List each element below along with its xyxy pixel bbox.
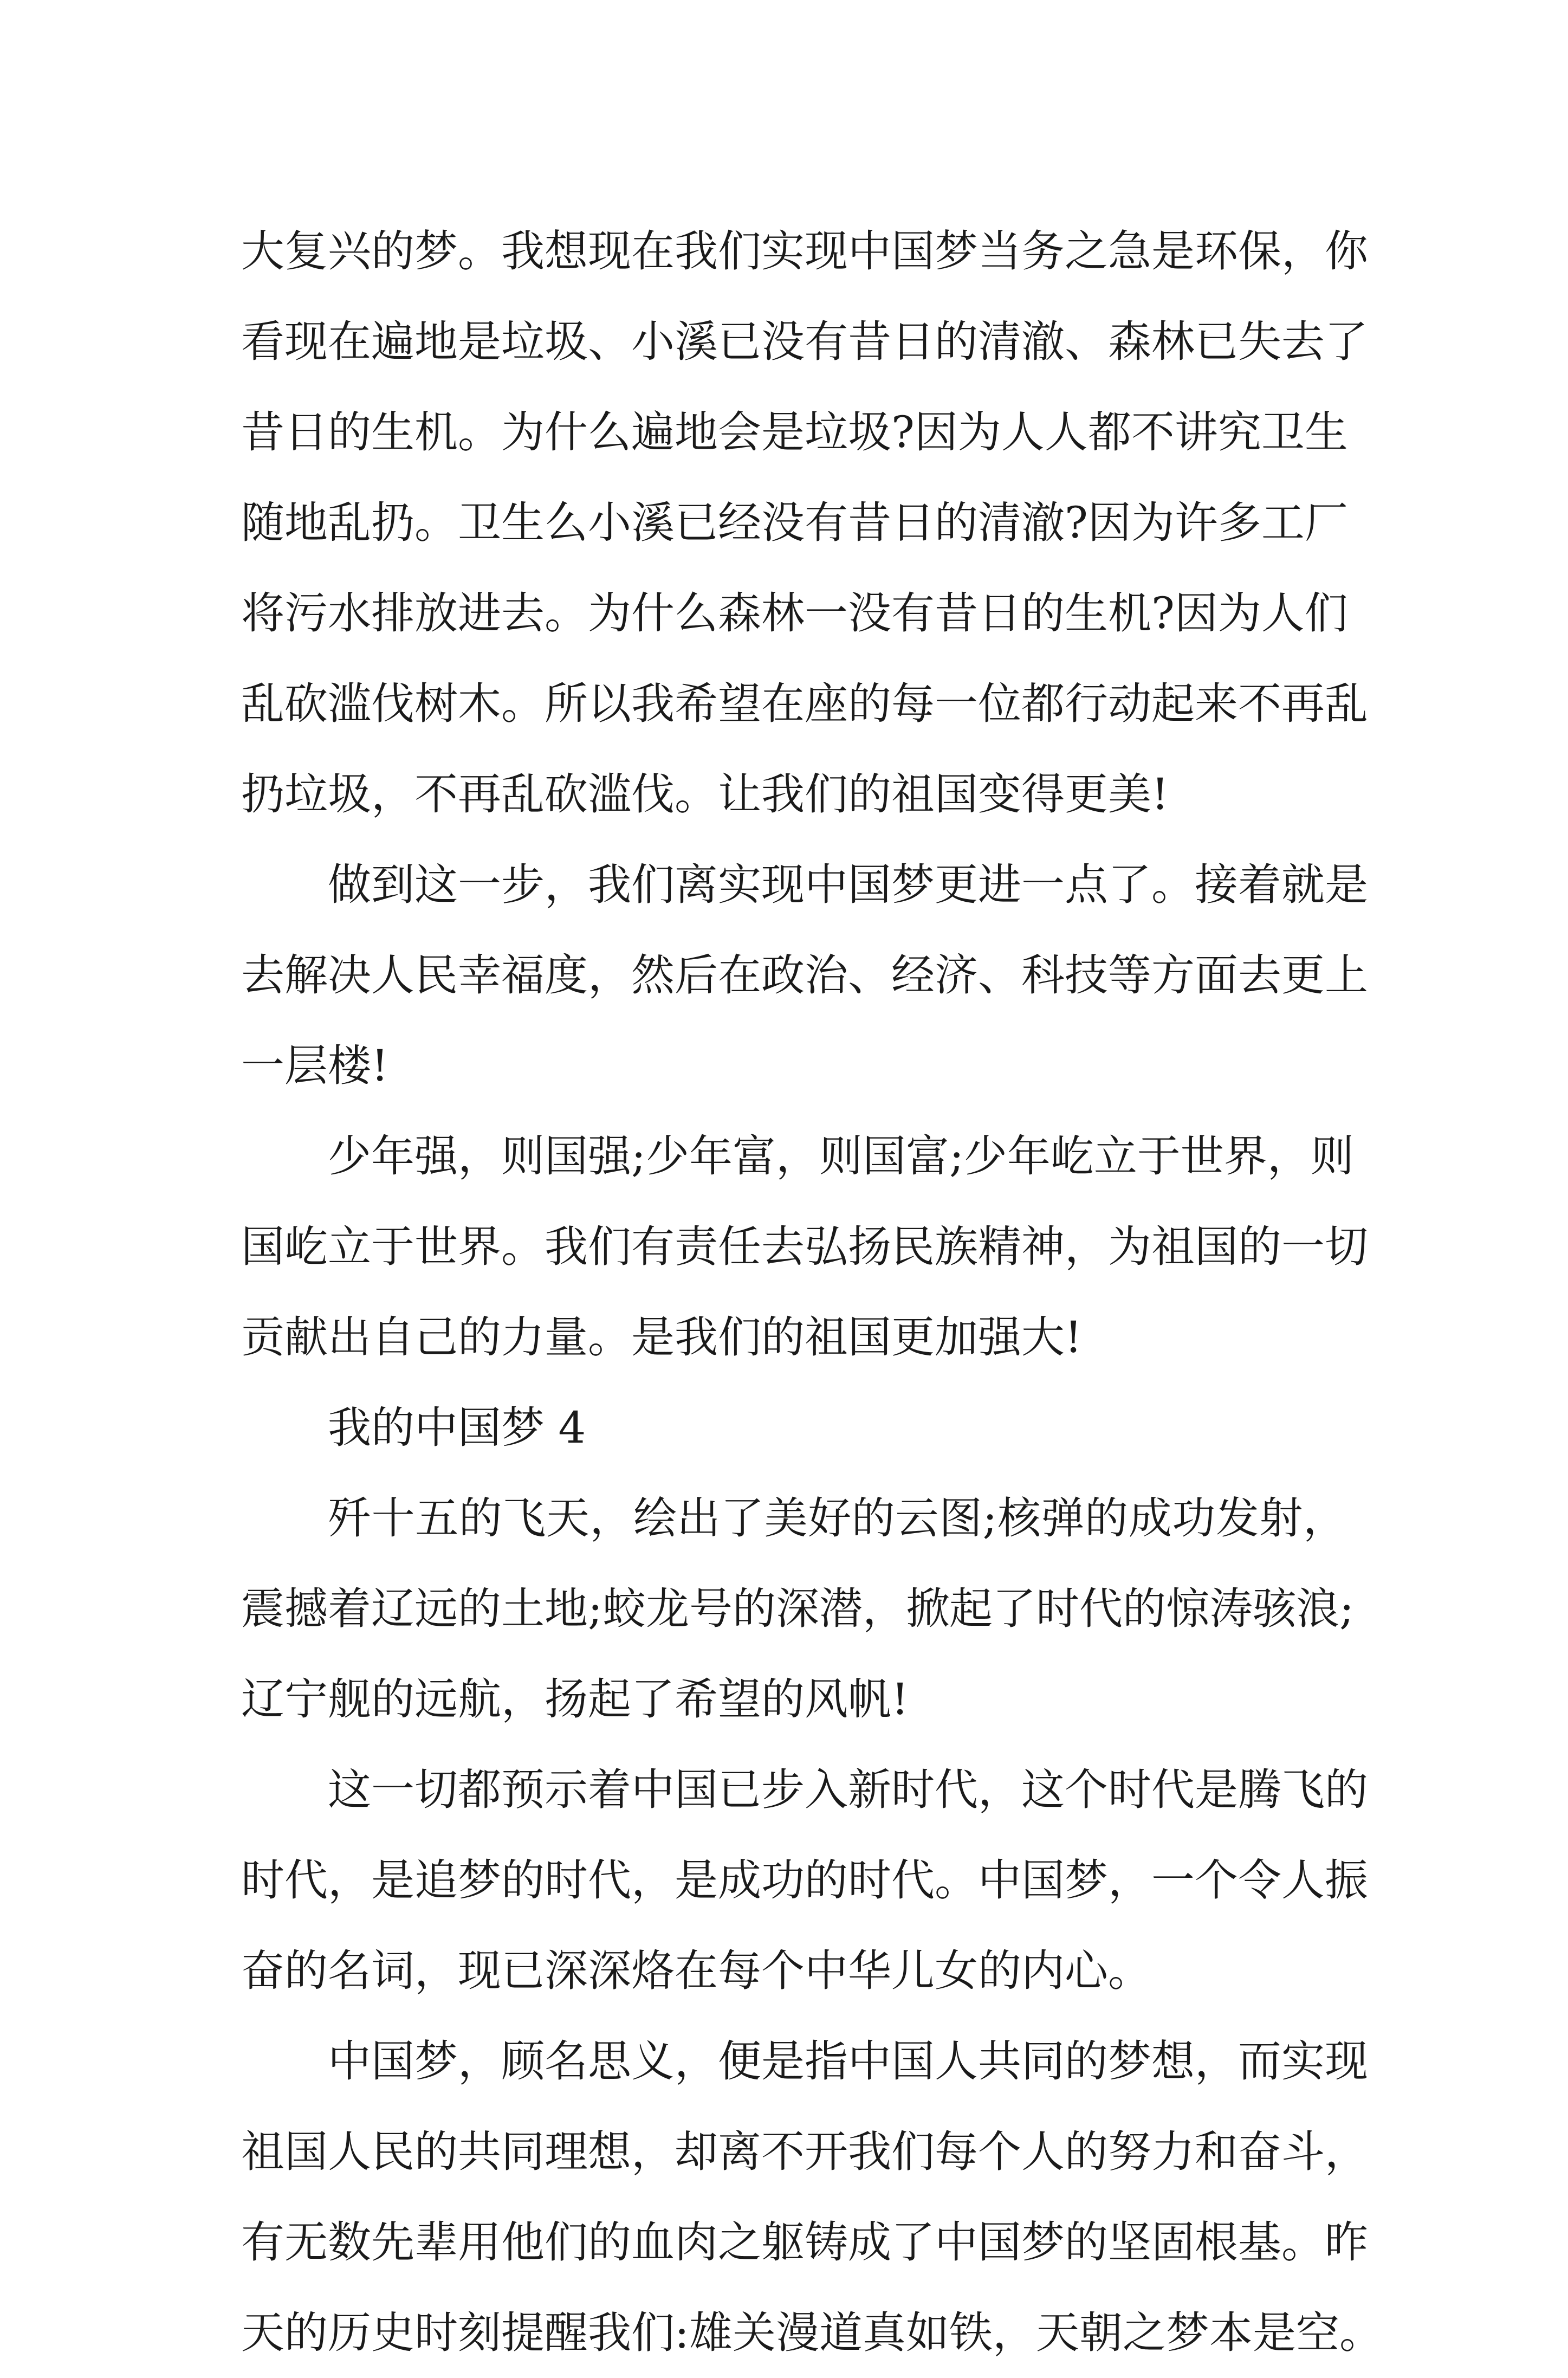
- paragraph-first-line: 少年强，则国强;少年富，则国富;少年屹立于世界，则: [328, 1131, 1354, 1181]
- text-line: 时代，是追梦的时代，是成功的时代。中国梦，一个令人振: [241, 1855, 1368, 1905]
- text-line: 随地乱扔。卫生么小溪已经没有昔日的清澈?因为许多工厂: [241, 497, 1348, 548]
- text-line: 大复兴的梦。我想现在我们实现中国梦当务之急是环保，你: [241, 226, 1368, 276]
- paragraph-first-line: 做到这一步，我们离实现中国梦更进一点了。接着就是: [328, 860, 1368, 910]
- text-line: 将污水排放进去。为什么森林一没有昔日的生机?因为人们: [241, 588, 1348, 638]
- text-line: 看现在遍地是垃圾、小溪已没有昔日的清澈、森林已失去了: [241, 316, 1368, 367]
- text-line: 辽宁舰的远航，扬起了希望的风帆!: [241, 1674, 909, 1724]
- paragraph-first-line: 这一切都预示着中国已步入新时代，这个时代是腾飞的: [328, 1765, 1368, 1815]
- text-line: 贡献出自己的力量。是我们的祖国更加强大!: [241, 1312, 1083, 1362]
- section-heading: 我的中国梦 4: [328, 1403, 586, 1453]
- paragraph-first-line: 歼十五的飞天，绘出了美好的云图;核弹的成功发射，: [328, 1493, 1346, 1543]
- text-line: 一层楼!: [241, 1041, 389, 1091]
- text-line: 震撼着辽远的土地;蛟龙号的深潜，掀起了时代的惊涛骇浪;: [241, 1584, 1354, 1634]
- text-line: 天的历史时刻提醒我们:雄关漫道真如铁，天朝之梦本是空。: [241, 2308, 1383, 2358]
- text-line: 有无数先辈用他们的血肉之躯铸成了中国梦的坚固根基。昨: [241, 2217, 1368, 2267]
- text-line: 祖国人民的共同理想，却离不开我们每个人的努力和奋斗，: [241, 2127, 1368, 2177]
- text-line: 扔垃圾，不再乱砍滥伐。让我们的祖国变得更美!: [241, 769, 1169, 819]
- text-line: 乱砍滥伐树木。所以我希望在座的每一位都行动起来不再乱: [241, 678, 1368, 729]
- text-line: 昔日的生机。为什么遍地会是垃圾?因为人人都不讲究卫生: [241, 407, 1348, 457]
- text-line: 国屹立于世界。我们有责任去弘扬民族精神，为祖国的一切: [241, 1222, 1368, 1272]
- paragraph-first-line: 中国梦，顾名思义，便是指中国人共同的梦想，而实现: [328, 2036, 1368, 2086]
- document-body: [241, 206, 1383, 2378]
- text-line: 奋的名词，现已深深烙在每个中华儿女的内心。: [241, 1946, 1151, 1996]
- text-line: 去解决人民幸福度，然后在政治、经济、科技等方面去更上: [241, 950, 1368, 1000]
